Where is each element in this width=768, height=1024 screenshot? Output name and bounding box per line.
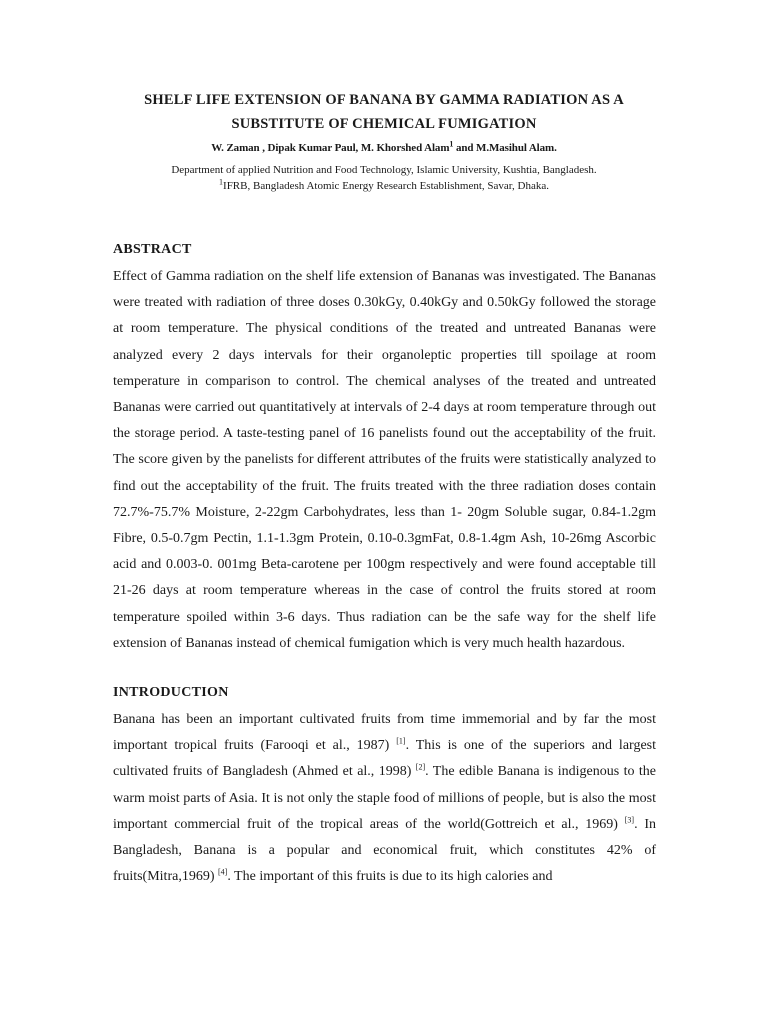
intro-sentence-4: . In Bangladesh, Banana is a popular and economical fruit, which constitutes 42% of fruits(Mitra,1969): [113, 816, 656, 885]
affiliation-line-2-text: IFRB, Bangladesh Atomic Energy Research Establishment, Savar, Dhaka.: [223, 180, 549, 192]
affiliation-marker: 1: [219, 177, 224, 187]
citation-ref-1: [1]: [396, 736, 406, 746]
citation-ref-3: [3]: [624, 815, 635, 825]
author-names-part1: W. Zaman , Dipak Kumar Paul, M. Khorshed Alam: [211, 142, 450, 154]
paper-title-line-2: SUBSTITUTE OF CHEMICAL FUMIGATION: [231, 116, 537, 132]
author-affiliation-marker: 1: [449, 139, 454, 149]
intro-sentence-2: . This is one of the superiors and largest cultivated fruits of Bangladesh (Ahmed et al., 1998): [113, 738, 657, 780]
citation-ref-4: [4]: [217, 867, 228, 877]
intro-sentence-5: . The important of this fruits is due to its high calories and: [227, 869, 553, 885]
intro-sentence-1: Banana has been an important cultivated fruits from time immemorial and by far the most important tropical fruits (Farooqi et al., 1987): [113, 712, 656, 754]
author-names-part2: and M.Masihul Alam.: [453, 142, 557, 154]
paper-title-line-1: SHELF LIFE EXTENSION OF BANANA BY GAMMA RADIATION AS A: [144, 92, 624, 108]
intro-sentence-3: . The edible Banana is indigenous to the warm moist parts of Asia. It is not only the staple food of millions of people, but is also the most important commercial fruit of the tropical areas of the world(Gottreich et al., 1969): [113, 764, 656, 832]
author-list: [0, 139, 768, 154]
introduction-body: [113, 707, 656, 890]
citation-ref-2: [2]: [415, 762, 426, 772]
introduction-heading: INTRODUCTION: [113, 685, 229, 700]
abstract-heading: ABSTRACT: [113, 242, 192, 257]
abstract-body: Effect of Gamma radiation on the shelf life extension of Bananas was investigated. The Bananas were treated with radiation of three doses 0.30kGy, 0.40kGy and 0.50kGy followed the storage at room temperature. The physical conditions of the treated and untreated Bananas were analyzed every 2 days intervals for their organoleptic properties till spoilage at room temperature in comparison to control. The chemical analyses of the treated and untreated Bananas were carried out quantitatively at intervals of 2-4 days at room temperature through out the storage period. A taste-testing panel of 16 panelists found out the acceptability of the fruit. The score given by the panelists for different attributes of the fruits were statistically analyzed to find out the acceptability of the fruit. The fruits treated with the three radiation doses contain 72.7%-75.7% Moisture, 2-22gm Carbohydrates, less than 1- 20gm Soluble sugar, 0.84-1.2gm Fibre, 0.5-0.7gm Pectin, 1.1-1.3gm Protein, 0.10-0.3gmFat, 0.8-1.4gm Ash, 10-26mg Ascorbic acid and 0.003-0. 001mg Beta-carotene per 100gm respectively and were found acceptable till 21-26 days at room temperature whereas in the case of control the fruits stored at room temperature spoiled within 3-6 days. Thus radiation can be the safe way for the shelf life extension of Bananas instead of chemical fumigation which is very much health hazardous.: [113, 269, 656, 651]
affiliation-line-2: [0, 177, 768, 192]
affiliation-line-1: Department of applied Nutrition and Food Technology, Islamic University, Kushtia, Bangladesh.: [171, 164, 597, 176]
